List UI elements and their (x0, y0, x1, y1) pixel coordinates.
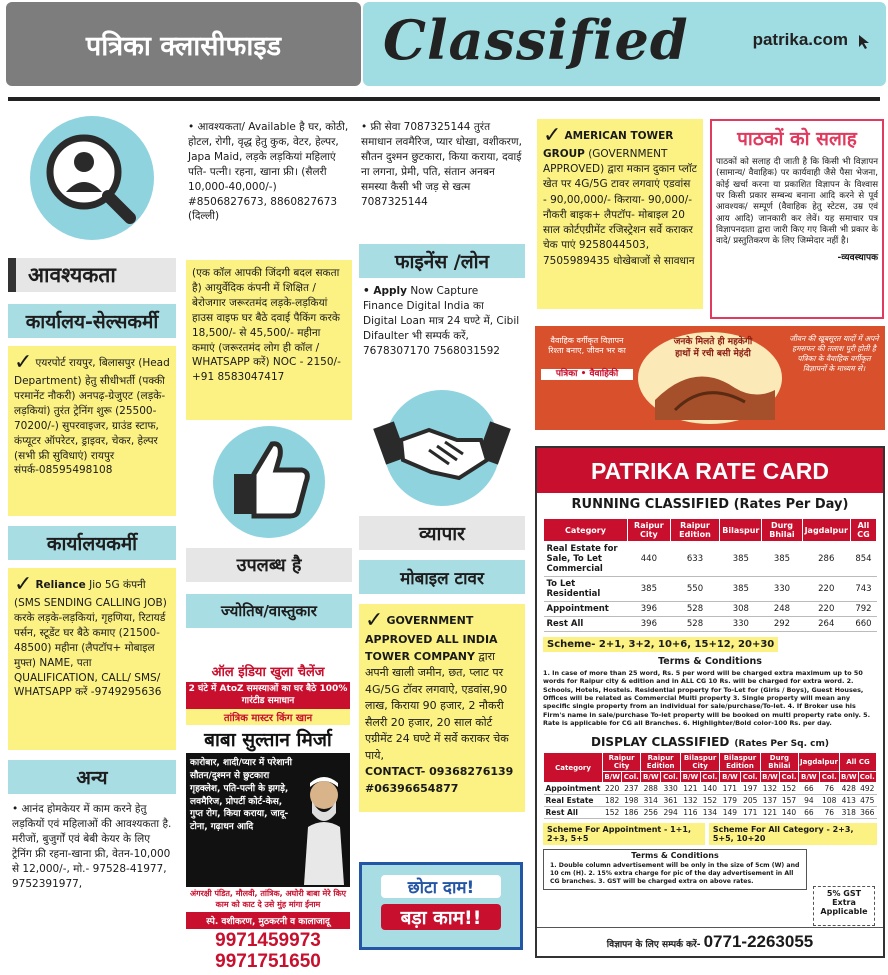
readers-advice-box (710, 119, 884, 319)
table-row (544, 542, 877, 577)
running-header-cell: Category (544, 519, 628, 542)
rate-cell: 743 (850, 577, 876, 602)
rate-cell: 140 (780, 807, 799, 819)
rate-cell: 792 (850, 602, 876, 617)
rate-cell: 108 (819, 795, 839, 807)
display-sub-header: B/W (604, 773, 620, 782)
terms2-title: Terms & Conditions (631, 851, 719, 861)
ad-airport (8, 346, 176, 516)
rate-cell: 182 (603, 795, 622, 807)
terms-text: 1. In case of more than 25 word, Rs. 5 per word will be charged extra maximum up to 50 words for Raipur city & edition and in ALL CG 10 Rs. will be charged for extra word. 2. Schools, Hotels, Hostels. Residential property for To-Let for (Girls / Boys), Guest Houses, Offices will be related as Commercial Multi property 3. Single property will mean any specific single property from an individual for sale/purchase/To-let. 4. If Broker use his Firm's name in sale/purchase To-let property will be booked on multi property rate only. 5. Rate is applicable for CG all Branches. 6. Highlighter/Bold color-100 Rs. per day. (543, 669, 871, 727)
rate-cell: 330 (762, 577, 802, 602)
terms-title: Terms & Conditions (658, 656, 762, 667)
rate-cell: 318 (839, 807, 858, 819)
rate-card (535, 446, 885, 958)
check-icon: ✓ (543, 123, 562, 148)
gst-badge: 5% GST Extra Applicable (813, 886, 875, 926)
rate-cell: 330 (720, 617, 762, 632)
rate-cell: 385 (762, 542, 802, 577)
jyo-tantrik: तांत्रिक मास्टर किंग खान (186, 709, 350, 725)
ad-chota-daam (359, 862, 523, 950)
display-rates-table (543, 752, 877, 819)
rate-cell: 314 (641, 795, 661, 807)
header-rule (8, 97, 880, 101)
rate-cell: 132 (681, 795, 701, 807)
banner-business-label: व्यापार (419, 523, 465, 545)
rate-card-title: PATRIKA RATE CARD (537, 448, 883, 493)
baba-portrait (300, 773, 348, 885)
mehndi-center: जनके मिलते ही महकेगी हाथों में रची बसी मेहंदी (673, 337, 753, 360)
ad-apply (359, 284, 525, 380)
rate-cell: 198 (622, 795, 641, 807)
scheme-appointment: Scheme For Appointment - 1+1, 2+3, 5+5 (543, 823, 705, 845)
jyo-foot: स्पे. वशीकरण, मुठकरनी व कालाजादू (186, 912, 350, 929)
rate-cell: 660 (850, 617, 876, 632)
rate-cell: 292 (762, 617, 802, 632)
table-row (544, 602, 877, 617)
rate-cell: 171 (740, 807, 760, 819)
table-row (544, 795, 877, 807)
banner-finance (359, 244, 525, 278)
rate-cell: 179 (720, 795, 741, 807)
terms2-text: 1. Double column advertisement will be only in the size of 5cm (W) and 10 cm (H). 2. 15% extra charge for pic of the day advertisement in All CG branches. 3. GST will be charged extra on above rates. (550, 862, 800, 886)
jyo-challenge: ऑल इंडिया खुला चैलेंज (186, 660, 350, 682)
display-sub-header: B/W (762, 773, 778, 782)
rate-cell: 137 (760, 795, 779, 807)
rate-cell: 248 (762, 602, 802, 617)
banner-astro (186, 594, 352, 628)
banner-requirement (8, 258, 176, 292)
display-sub-header: B/W (840, 773, 857, 782)
rate-cell: 385 (720, 577, 762, 602)
running-header-cell: Bilaspur (720, 519, 762, 542)
display-group-header: Jagdalpur (799, 753, 840, 772)
mehndi-right: जीवन की खूबसूरत यादों में अपने हमसफर की तलाश पूरी होती है पत्रिका के वैवाहिक वर्गीकृत विज्ञापनों के माध्यम से। (789, 334, 879, 374)
rate-cell: 66 (799, 807, 820, 819)
table-row (544, 783, 877, 795)
scheme-row (543, 823, 877, 845)
jyo-note: अंगरक्षी पंडित, मौलवी, तांत्रिक, अघोरी बाबा मेरे किए काम को काट दे उसे मुंह मांगा ईनाम (186, 887, 350, 912)
rate-cell: 116 (681, 807, 701, 819)
running-header-cell: All CG (850, 519, 876, 542)
display-title: DISPLAY CLASSIFIED (591, 735, 730, 750)
mehndi-brand: पत्रिका • वैवाहिकी (541, 369, 633, 381)
section-title: पत्रिका क्लासीफाइड (6, 2, 361, 86)
display-sub-header: Col. (859, 773, 875, 782)
table-row (544, 577, 877, 602)
banner-tower-label: मोबाइल टावर (400, 568, 484, 589)
rate-cell: 152 (780, 783, 799, 795)
ad-govt-tower (359, 604, 525, 812)
ad-apply-lead: • Apply (363, 285, 407, 297)
display-classified-heading (537, 731, 883, 750)
ad-american-text: (GOVERNMENT APPROVED) द्वारा मकान दुकान प्लाॅट खेत पर 4G/5G टावर लगवाएं एडवांस - 90,00,000/- किराया- 90,000/- नौकरी बाइक+ लैपटॉप- मोबाइल 20 साल कोर्टएग्रीमेंट रजिस्ट्रेशन सर्वे कराकर चेक पाएं 9258044503, 7505989435 धोखेबाजों से सावधान (543, 148, 697, 267)
banner-astro-label: ज्योतिष/वास्तुकार (221, 602, 317, 620)
banner-office-staff-label: कार्यालयकर्मी (46, 533, 138, 555)
jyo-solution: 2 घंटे में AtoZ समस्याओं का घर बैठे 100% गारंटीड समाधान (186, 682, 350, 709)
ad-govt-contact: CONTACT- 09368276139 #06396654877 (365, 765, 514, 795)
rate-cell: 528 (670, 602, 720, 617)
rate-cell: 171 (720, 783, 741, 795)
readers-body: पाठकों को सलाह दी जाती है कि किसी भी विज्ञापन (सामान्य/ वैवाहिक) पर कार्यवाही जैसे पैसा भेजना, कोई खर्चा करना या प्रकाशित विज्ञापन के विश्वास पर किसी प्रकार सम्बन्ध बनाना आदि करने से पूर्व आवश्यक/ सम्पूर्ण (वैवाहिक हेतु स्टेटस, उम्र एवं आय आदि) जानकारी कर लेवें। यह समाचार पत्र विज्ञापनदाता द्वारा जारी किए गए किसी भी प्रकार के वादे/ प्रस्तुतिकरण के लिए जिम्मेदार नहीं है। (716, 157, 878, 247)
display-group-header: Raipur Edition (641, 753, 681, 772)
scheme-running: Scheme- 2+1, 3+2, 10+6, 15+12, 20+30 (543, 637, 778, 652)
jyo-body: कारोबार, शादी/प्यार में परेशानी सौतन/दुश्मन से छुटकारा गृहक्लेश, पति-पत्नी के झगड़े, लवमैरिज, प्रोपर्टी कोर्ट-केस, गुप्त रोग, किया कराया, जादू-टोना, गढ़ाधन आदि (190, 758, 292, 833)
rate-cell: 152 (700, 795, 719, 807)
row-category: Real Estate for Sale, To Let Commercial (544, 542, 628, 577)
rate-cell: 385 (628, 577, 671, 602)
display-group-header: Durg Bhilai (760, 753, 798, 772)
row-category: Real Estate (544, 795, 603, 807)
cursor-arrow-icon (858, 34, 872, 50)
rate-cell: 528 (670, 617, 720, 632)
banner-other (8, 760, 176, 794)
rate-cell: 330 (661, 783, 681, 795)
rate-cell: 205 (740, 795, 760, 807)
check-icon: ✓ (365, 608, 384, 633)
banner-available-label: उपलब्ध है (236, 555, 302, 576)
rate-cell: 157 (780, 795, 799, 807)
display-sub-header: B/W (720, 772, 741, 783)
readers-title: पाठकों को सलाह (712, 121, 882, 155)
display-sub-header: Col. (740, 772, 760, 783)
rate-cell: 475 (858, 795, 876, 807)
rate-cell: 413 (839, 795, 858, 807)
rate-cell: 264 (802, 617, 850, 632)
column-1 (8, 110, 176, 932)
banner-tower (359, 560, 525, 594)
ad-american-tower (537, 119, 703, 309)
rate-cell: 440 (628, 542, 671, 577)
thumbs-up-icon (186, 422, 352, 540)
display-group-header: Category (544, 753, 603, 783)
mehndi-left (541, 336, 633, 380)
jyo-phone-1[interactable]: 9971459973 (215, 930, 321, 952)
header (4, 2, 884, 86)
jyo-phones (186, 929, 350, 975)
ad-reliance-text: Jio 5G कंपनी (SMS SENDING CALLING JOB) करके लड़के-लड़कियां, गृहणिया, रिटायर्ड पर्सन, स्टूडेंट घर बैठे कमाए (21500-48500) महीना (लैपटॉप+ मोबाइल मुफ्त) NAME, पता QUALIFICATION, CALL/ SMS/ WHATSAPP करें -9749295636 (14, 579, 167, 699)
jyo-phone-2[interactable]: 9971751650 (215, 951, 321, 973)
rate-cell: 288 (641, 783, 661, 795)
rate-cell: 237 (622, 783, 641, 795)
rate-cell: 76 (819, 807, 839, 819)
banner-accent (8, 258, 16, 292)
rate-cell: 385 (720, 542, 762, 577)
display-sub-header: Col. (781, 773, 797, 782)
jyo-name: बाबा सुल्तान मिर्जा (186, 725, 350, 753)
rate-cell: 492 (858, 783, 876, 795)
display-sub-header: Col. (661, 772, 681, 783)
display-sub-header: Col. (623, 773, 639, 782)
readers-sign: -व्यवस्थापक (837, 252, 878, 263)
search-person-icon (8, 110, 176, 250)
mehndi-left-1: वैवाहिक वर्गीकृत विज्ञापन (550, 336, 624, 345)
column-3 (359, 110, 525, 812)
display-sub-header: Col. (700, 772, 719, 783)
rate-cell: 361 (661, 795, 681, 807)
running-classified-title: RUNNING CLASSIFIED (Rates Per Day) (571, 497, 849, 512)
rate-cell: 396 (628, 617, 671, 632)
ad-anand: • आनंद होमकेयर में काम करने हेतु लड़कियों एवं महिलाओं की आवश्यकता है. मरीजों, बुजुर्गों एवं बेबी केयर के लिए ट्रेनिंग फ्री रहना-खाना फ्री, वेतन-10,000 से 12,000/-, मो.- 97528-41977, 9752391977, (12, 803, 172, 890)
banner-office-sales (8, 304, 176, 338)
rate-cell: 294 (661, 807, 681, 819)
display-group-header: Bilaspur Edition (720, 753, 761, 772)
rate-cell: 286 (802, 542, 850, 577)
display-sub-header: B/W (681, 772, 701, 783)
classified-banner (363, 2, 886, 86)
rate-cell: 220 (802, 602, 850, 617)
running-header-cell: Raipur City (628, 519, 671, 542)
column-2 (186, 110, 352, 628)
chota-line-2: बड़ा काम!! (381, 904, 501, 930)
classified-wordmark: Classified (383, 8, 689, 72)
rate-cell: 550 (670, 577, 720, 602)
ad-reliance (8, 568, 176, 750)
ad-govt-text: द्वारा अपनी खाली जमीन, छत, प्लाट पर 4G/5G टॉवर लगवाऐ, एडवांस,90 लाख, किराया 90 हजार, 2 नौकरी सैलरी 20 हजार, 20 साल कोर्ट एग्रीमेंट 24 घण्टे में सर्वे कराकर चेक पाये, (365, 649, 509, 762)
row-category: Appointment (545, 784, 601, 794)
display-sub-header: Col. (819, 772, 839, 783)
ad-astrology (186, 660, 350, 973)
rate-cell: 149 (720, 807, 741, 819)
ad-american-lead: AMERICAN TOWER GROUP (543, 130, 674, 160)
handshake-icon (359, 380, 525, 512)
banner-requirement-label: आवश्यकता (28, 263, 116, 287)
contact-label: विज्ञापन के लिए सम्पर्क करें- (606, 940, 701, 950)
rate-cell: 94 (799, 795, 820, 807)
table-row (544, 617, 877, 632)
display-group-header: Bilaspur City (681, 753, 720, 772)
running-header-cell: Durg Bhilai (762, 519, 802, 542)
display-group-header: Raipur City (603, 753, 641, 772)
ad-requirement: • आवश्यकता/ Available है घर, कोठी, होटल, रोगी, वृद्ध हेतु कुक, वेटर, हेल्पर, Japa Maid, लड़के लड़कियां महिलाएं पति- पत्नी। रहना, खाना फ्री। (सैलरी 10,000-40,000/-) #8506827673, 8860827673 (दिल्ली) (188, 121, 349, 223)
running-rates-table (543, 518, 877, 632)
ad-apply-text: Now Capture Finance Digital India का Digital Loan मात्र 24 घण्टे में, Cibil Difaulter भी सम्पर्क करें, 7678307170 7568031592 (363, 285, 520, 357)
rate-cell: 366 (858, 807, 876, 819)
rate-cell: 256 (641, 807, 661, 819)
banner-business (359, 516, 525, 550)
banner-other-label: अन्य (76, 767, 108, 789)
rate-cell: 308 (720, 602, 762, 617)
row-category: Rest All (544, 807, 603, 819)
rate-cell: 396 (628, 602, 671, 617)
rate-cell: 633 (670, 542, 720, 577)
rate-cell: 428 (839, 783, 858, 795)
rate-contact (537, 927, 883, 956)
ad-matrimonial (535, 326, 885, 430)
check-icon: ✓ (14, 572, 33, 597)
banner-finance-label: फाइनेंस /लोन (394, 251, 490, 273)
rate-cell: 134 (700, 807, 719, 819)
rate-cell: 66 (799, 783, 820, 795)
banner-office-sales-label: कार्यालय-सेल्सकर्मी (25, 311, 159, 333)
rate-cell: 140 (700, 783, 719, 795)
rate-cell: 132 (760, 783, 779, 795)
jyo-body-area (186, 753, 350, 887)
mehndi-left-2: रिश्ता बनाए, जीवन भर का (548, 346, 626, 356)
ad-onecall: (एक कॉल आपकी जिंदगी बदल सकता है) आयुर्वेदिक कंपनी में शिक्षित / बेरोजगार जरूरतमंद लड़के-लड़कियां हाउस वाइफ घर बैठे दवाई पैकिंग करके 18,500/- से 45,500/- महीना कमाएं (जरूरतमंद लोग ही कॉल / WHATSAPP करें) NOC - 2150/- +91 8583047417 (186, 260, 352, 420)
table-row (544, 807, 877, 819)
site-link[interactable]: patrika.com (752, 30, 848, 49)
contact-phone[interactable]: 0771-2263055 (703, 932, 814, 951)
display-sub-header: B/W (799, 772, 820, 783)
rate-cell: 197 (740, 783, 760, 795)
rate-cell: 186 (622, 807, 641, 819)
ad-govt-lead: GOVERNMENT APPROVED ALL INDIA TOWER COMPANY (365, 614, 498, 663)
rate-cell: 152 (603, 807, 622, 819)
display-group-header: All CG (839, 753, 876, 772)
rate-cell: 76 (819, 783, 839, 795)
banner-available (186, 548, 352, 582)
row-category: To Let Residential (544, 577, 628, 602)
row-category: Appointment (544, 602, 628, 617)
rate-cell: 121 (681, 783, 701, 795)
ad-airport-text: एयरपोर्ट रायपुर, बिलासपुर (Head Department) हेतु सीधीभर्ती (पक्की परमानेंट नौकरी) अनपढ़-ग्रेजुएट (लड़के-लड़कियां) तुरंत ट्रेनिंग शुरू (25500-70200/-) सुपरवाइजर, ग्राउंड स्टाफ, कंप्यूटर ऑपरेटर, ड्राइवर, चेकर, हेल्पर (सभी फ्री सुविधाएं) रायपुर संपर्क-08595498108 (14, 357, 170, 477)
rate-cell: 854 (850, 542, 876, 577)
scheme-all-category: Scheme For All Category - 2+3, 5+5, 10+20 (709, 823, 877, 845)
chota-line-1: छोटा दाम! (381, 875, 501, 898)
running-header-cell: Raipur Edition (670, 519, 720, 542)
display-sub-header: B/W (641, 772, 661, 783)
rate-cell: 220 (802, 577, 850, 602)
display-unit: (Rates Per Sq. cm) (734, 739, 829, 750)
terms2-box (543, 849, 807, 890)
rate-cell: 220 (603, 783, 622, 795)
check-icon: ✓ (14, 350, 33, 375)
ad-free-service: • फ्री सेवा 7087325144 तुरंत समाधान लवमैरिज, प्यार धोखा, वशीकरण, सौतन दुश्मन छुटकारा, किया कराया, दवाई ना लगना, प्रेमी, पति, संतान अनबन समस्या कैसी भी जड़ से खत्म 7087325144 (361, 121, 522, 208)
running-header-cell: Jagdalpur (802, 519, 850, 542)
ad-reliance-lead: Reliance (35, 579, 86, 591)
rate-cell: 121 (760, 807, 779, 819)
banner-office-staff (8, 526, 176, 560)
row-category: Rest All (544, 617, 628, 632)
